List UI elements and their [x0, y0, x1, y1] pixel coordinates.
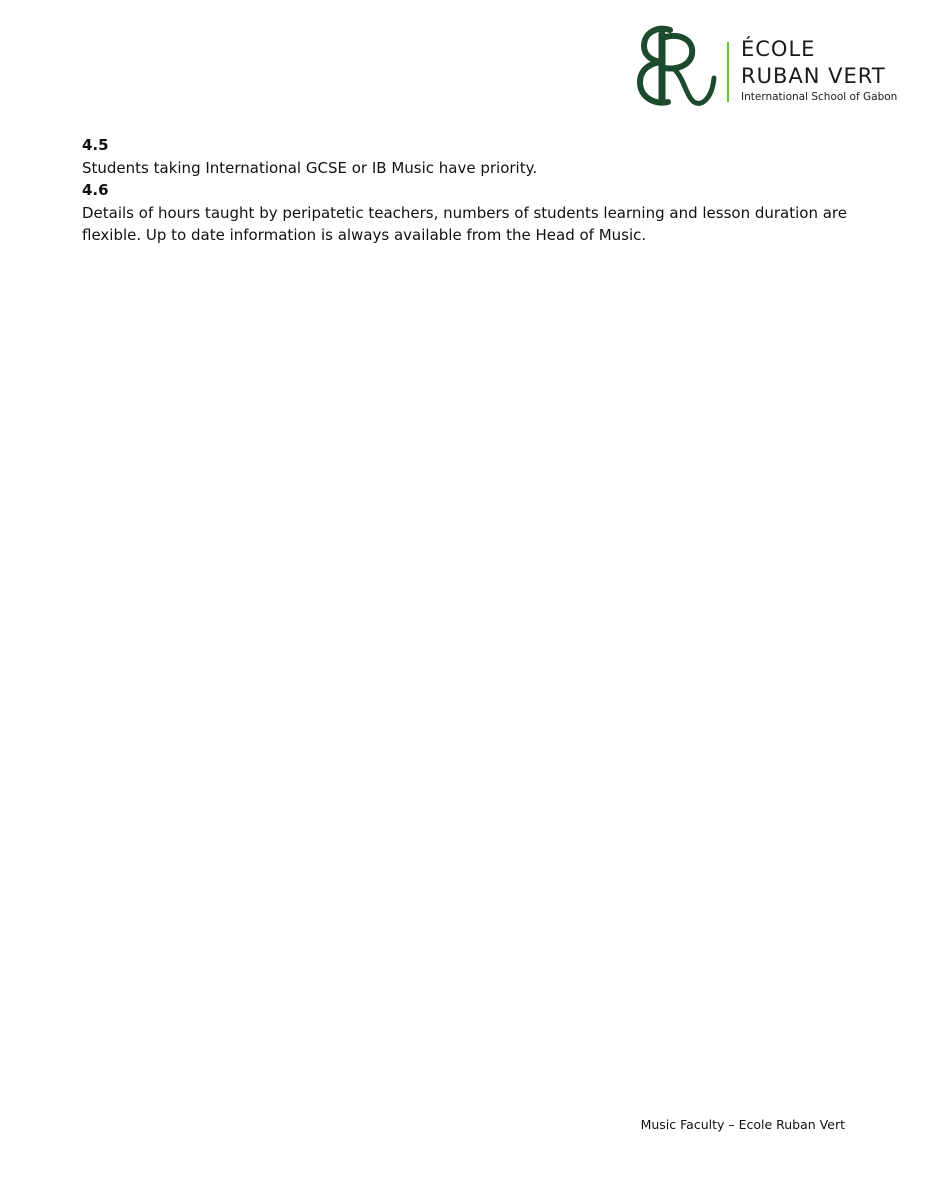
- er-monogram-icon: [636, 24, 718, 108]
- section-4-5: [82, 134, 852, 179]
- logo-school-word: ÉCOLE: [741, 37, 816, 61]
- logo-school-name: RUBAN VERT: [741, 64, 886, 88]
- page-footer: Music Faculty – Ecole Ruban Vert: [640, 1117, 845, 1132]
- section-text: Students taking International GCSE or IB Music have priority.: [82, 158, 538, 177]
- logo-divider: [727, 42, 729, 102]
- document-body: [82, 134, 852, 247]
- logo-tagline: International School of Gabon: [741, 91, 898, 103]
- section-text: Details of hours taught by peripatetic teachers, numbers of students learning and lesson duration are flexible. Up to date information is always available from the Head of Music.: [82, 203, 847, 244]
- section-number: 4.5: [82, 136, 109, 154]
- school-logo: [636, 24, 906, 108]
- section-number: 4.6: [82, 181, 109, 199]
- section-4-6: [82, 179, 852, 247]
